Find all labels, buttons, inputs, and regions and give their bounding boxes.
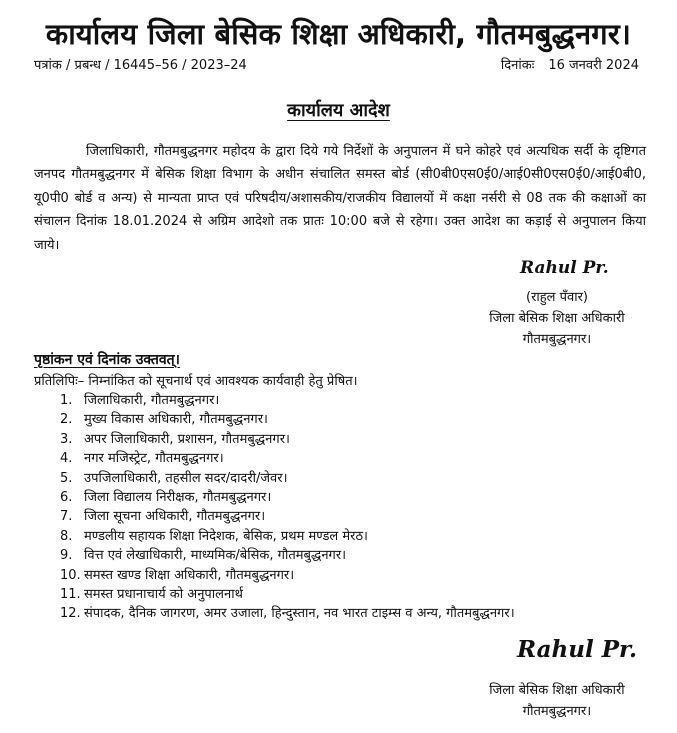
- list-item-number: 3.: [60, 431, 73, 447]
- list-item-number: 7.: [60, 509, 73, 525]
- list-item-text: जिलाधिकारी, गौतमबुद्धनगर।: [84, 393, 220, 408]
- date-value: 16 जनवरी 2024: [548, 58, 639, 73]
- signatory-name: (राहुल पँवार): [526, 290, 588, 305]
- list-item: [60, 391, 515, 410]
- list-item: [60, 566, 515, 585]
- list-item-number: 8.: [60, 528, 73, 544]
- signatory-block-1: [452, 287, 662, 350]
- list-item-text: उपजिलाधिकारी, तहसील सदर/दादरी/जेवर।: [84, 470, 288, 486]
- order-title: [0, 98, 677, 122]
- signatory-location: गौतमबुद्धनगर।: [522, 704, 592, 719]
- list-item-number: 1.: [60, 393, 73, 408]
- office-title: कार्यालय जिला बेसिक शिक्षा अधिकारी, गौतमबुद्धनगर।: [45, 17, 632, 51]
- list-item-number: 12.: [60, 606, 81, 622]
- list-item: [60, 585, 515, 604]
- endorsement-title: पृष्ठांकन एवं दिनांक उक्तवत्।: [34, 352, 180, 368]
- list-item-number: 6.: [60, 489, 73, 505]
- date-label: दिनांकः: [500, 58, 535, 73]
- recipient-list: [60, 391, 515, 624]
- copy-intro: प्रतिलिपिः– निम्नांकित को सूचनार्थ एवं आवश्यक कार्यवाही हेतु प्रेषित।: [34, 374, 358, 389]
- signature-1: Rahul Pr.: [520, 258, 609, 278]
- reference-number: पत्रांक / प्रबन्ध / 16445–56 / 2023–24: [34, 58, 247, 73]
- list-item-number: 9.: [60, 548, 73, 564]
- list-item-text: समस्त प्रधानाचार्य को अनुपालनार्थ: [84, 586, 243, 602]
- list-item-number: 4.: [60, 451, 73, 467]
- list-item-text: नगर मजिस्ट्रेट, गौतमबुद्धनगर।: [84, 451, 224, 467]
- list-item: [60, 410, 515, 429]
- signatory-designation: जिला बेसिक शिक्षा अधिकारी: [489, 311, 625, 326]
- date-line: [501, 55, 639, 73]
- order-title-text: कार्यालय आदेश: [287, 100, 390, 121]
- list-item-number: 5.: [60, 470, 73, 486]
- list-item-text: जिला विद्यालय निरीक्षक, गौतमबुद्धनगर।: [84, 489, 272, 505]
- list-item: [60, 604, 515, 623]
- list-item: [60, 527, 515, 546]
- list-item: [60, 430, 515, 449]
- list-item: [60, 449, 515, 468]
- signatory-designation: जिला बेसिक शिक्षा अधिकारी: [489, 683, 625, 698]
- signatory-location: गौतमबुद्धनगर।: [522, 332, 592, 347]
- list-item-text: मण्डलीय सहायक शिक्षा निदेशक, बेसिक, प्रथम मण्डल मेरठ।: [84, 528, 368, 544]
- list-item: [60, 469, 515, 488]
- list-item: [60, 546, 515, 565]
- list-item: [60, 507, 515, 526]
- list-item-text: संपादक, दैनिक जागरण, अमर उजाला, हिन्दुस्तान, नव भारत टाइम्स व अन्य, गौतमबुद्धनगर।: [84, 606, 515, 622]
- list-item-text: जिला सूचना अधिकारी, गौतमबुद्धनगर।: [84, 509, 266, 525]
- list-item-number: 10.: [60, 567, 81, 583]
- order-body: जिलाधिकारी, गौतमबुद्धनगर महोदय के द्वारा दिये गये निर्देशों के अनुपालन में घने कोहरे एवं अत्यधिक सर्दी के दृष्टिगत जनपद गौतमबुद्धनगर में बेसिक शिक्षा विभाग के अधीन संचालित समस्त बोर्ड (सी0बी0एस0ई0/आई0सी0एस0ई0/आई0बी0, यू0पी0 बोर्ड व अन्य) से मान्यता प्राप्त एवं परिषदीय/अशासकीय/राजकीय विद्यालयों में कक्षा नर्सरी से 08 तक की कक्षाओं का संचालन दिनांक 18.01.2024 से अग्रिम आदेशो तक प्रातः 10:00 बजे से रहेगा। उक्त आदेश का कड़ाई से अनुपालन किया जाये।: [34, 144, 646, 253]
- list-item-text: समस्त खण्ड शिक्षा अधिकारी, गौतमबुद्धनगर।: [84, 567, 295, 583]
- list-item-text: वित्त एवं लेखाधिकारी, माध्यमिक/बेसिक, गौतमबुद्धनगर।: [84, 548, 347, 564]
- list-item-text: अपर जिलाधिकारी, प्रशासन, गौतमबुद्धनगर।: [84, 431, 290, 447]
- list-item-number: 2.: [60, 412, 73, 428]
- list-item-text: मुख्य विकास अधिकारी, गौतमबुद्धनगर।: [84, 412, 268, 428]
- signatory-block-2: [452, 680, 662, 722]
- signature-2: Rahul Pr.: [517, 636, 638, 663]
- list-item: [60, 488, 515, 507]
- list-item-number: 11.: [60, 586, 81, 602]
